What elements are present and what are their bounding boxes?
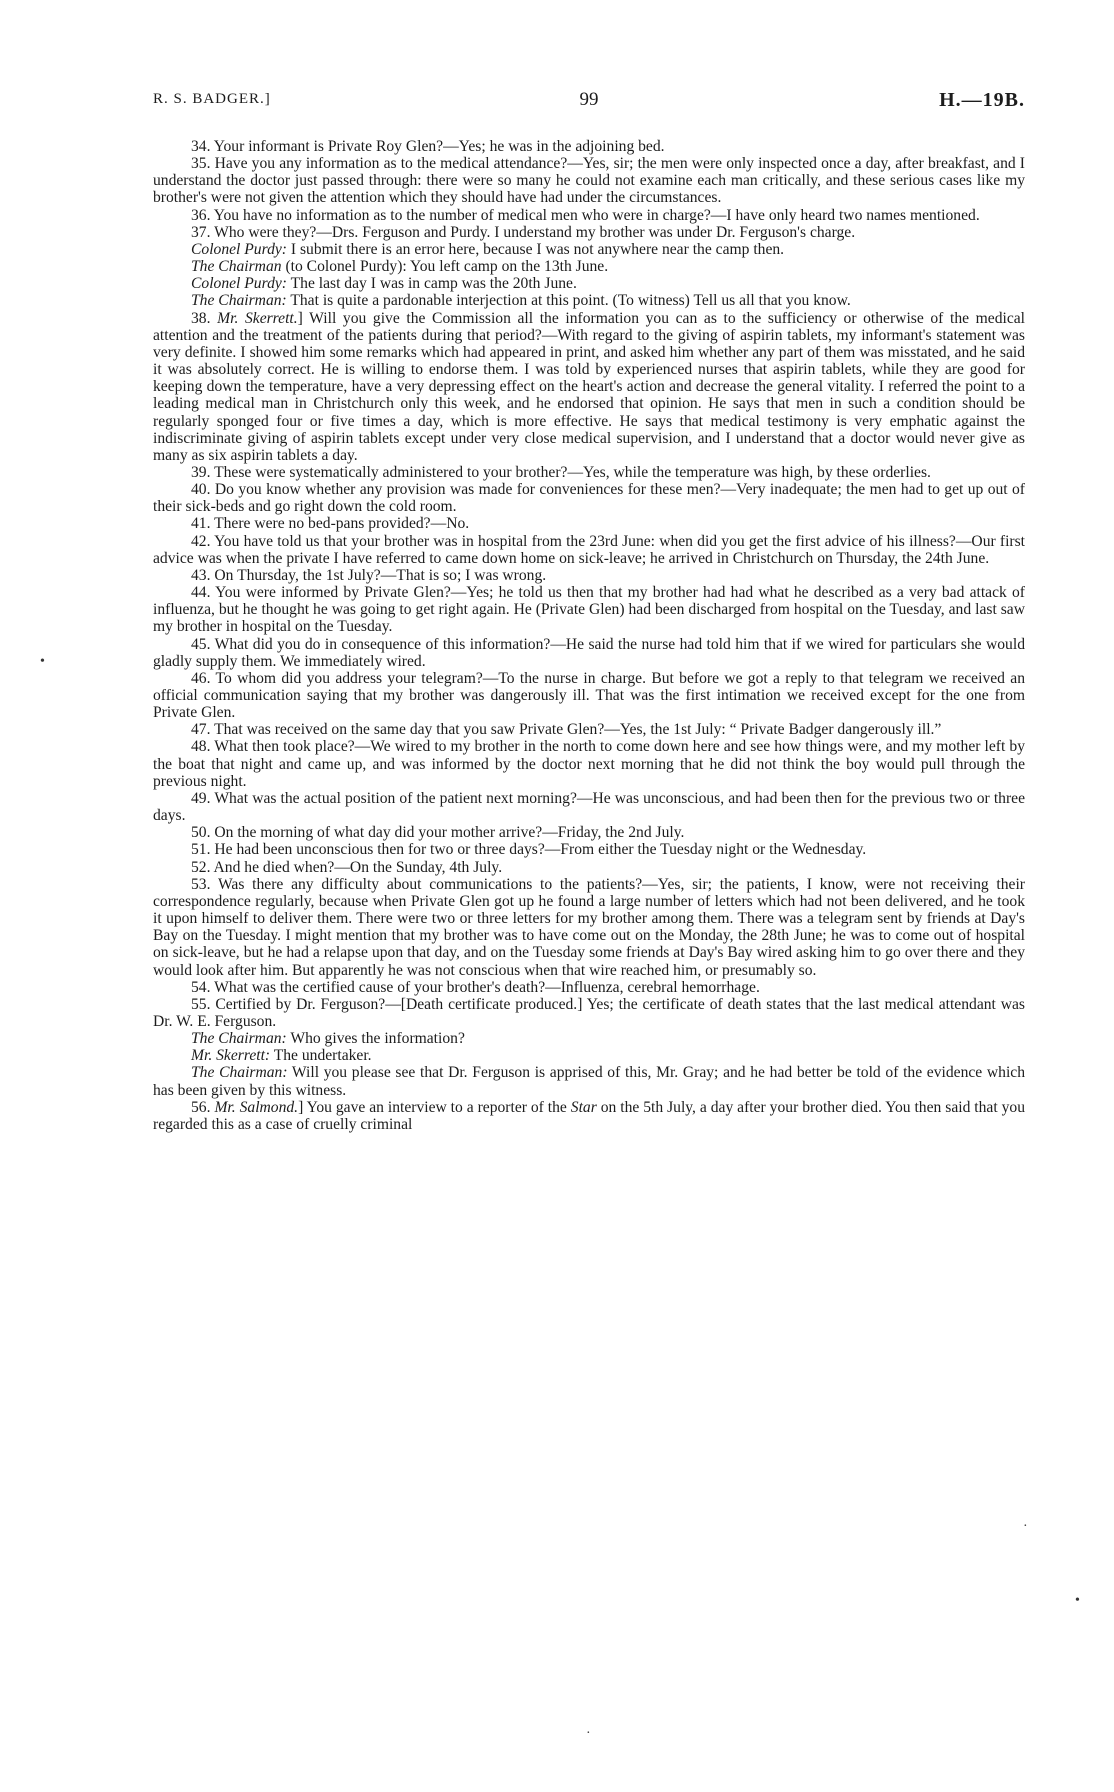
question-43: 43. On Thursday, the 1st July?—That is so; I was wrong. [191,566,547,584]
interjection-text: I submit there is an error here, because I was not anywhere near the camp then. [287,240,785,258]
page-number: 99 [579,89,599,110]
question-37: 37. Who were they?—Drs. Ferguson and Purdy. I understand my brother was under Dr. Ferguson's charge. [191,223,856,241]
question-39: 39. These were systematically administered to your brother?—Yes, while the temperature was high, by these orderlies. [191,463,931,481]
question-38: 38. Mr. Skerrett.] Will you give the Commission all the information you can as to the sufficiency or otherwise of the medical attention and the treatment of the patients during that period?—With regard to the giving of aspirin tablets, my informant's statement was very definite. I showed him some remarks which had appeared in print, and asked him whether any part of them was misstated, and he said it was absolutely correct. He is willing to endorse them. I was told by experienced nurses that aspirin tablets, while they are good for keeping down the temperature, have a very depressing effect on the heart's action and decrease the general vitality. I referred the point to a leading medical man in Christchurch only this week, and he endorsed that opinion. He says that men in such a condition should be regularly sponged four or five times a day, which is more effective. He says that medical testimony is very emphatic against the indiscriminate giving of aspirin tablets except under very close medical supervision, and I understand that a doctor would never give as many as six aspirin tablets a day. [153,309,1026,464]
interjection [153,292,1025,309]
question-40: 40. Do you know whether any provision was made for conveniences for these men?—Very inadequate; the men had to get up out of their sick-beds and go right down the cold room. [153,481,1025,516]
examiner: Mr. Salmond. [214,1098,299,1116]
question-46: 46. To whom did you address your telegram?—To the nurse in charge. But before we got a reply to that telegram we received an official communication saying that my brother was dangerously ill. That was the first intimation we received except for the one from Private Glen. [153,669,1025,722]
interjection-text: The undertaker. [270,1047,372,1065]
newspaper-title: Star [570,1098,597,1116]
paper-reference: H.—19B. [939,89,1025,111]
speaker: The Chairman: [191,1064,288,1082]
question-53: 53. Was there any difficulty about communications to the patients?—Yes, sir; the patients, I know, were not receiving their correspondence regularly, because when Private Glen got up he found a large number of letters which had not been delivered, and he took it upon himself to deliver them. There were two or three letters for my brother among them. There was a telegram sent by friends at Day's Bay on the Tuesday. I might mention that my brother was to have come out on the Monday, the 28th June; he was to come out of hospital on sick-leave, but he had a relapse upon that day, and on the Tuesday some friends at Day's Bay wired asking him to go over there and they would look after him. But apparently he was not conscious when that wire reached him, or presumably so. [153,875,1025,979]
question-56: 56. Mr. Salmond.] You gave an interview to a reporter of the Star on the 5th July, a day after your brother died. You then said that you regarded this as a case of cruelly criminal [153,1098,1026,1133]
interjection-text: Will you please see that Dr. Ferguson is apprised of this, Mr. Gray; and he had better be told of the evidence which has been given by this witness. [153,1064,1026,1099]
interjection [153,1047,1025,1064]
interjection [153,258,1025,275]
question-51: 51. He had been unconscious then for two or three days?—From either the Tuesday night or the Wednesday. [191,841,867,859]
scan-speck-mark: • [1075,1593,1080,1608]
speaker: The Chairman [191,258,282,276]
question-44: 44. You were informed by Private Glen?—Yes; he told us then that my brother had had what he described as a very bad attack of influenza, but he thought he was going to get right again. He (Private Glen) had been discharged from hospital on the Tuesday, and last saw my brother in hospital on the Tuesday. [153,584,1025,636]
question-35: 35. Have you any information as to the medical attendance?—Yes, sir; the men were only inspected once a day, after breakfast, and I understand the doctor just passed through: there were so many he could not examine each man critically, and these serious cases like my brother's were not given the attention which they should have had under the circumstances. [153,155,1025,207]
scan-speck-mark: · [1023,1519,1028,1534]
question-45: 45. What did you do in consequence of this information?—He said the nurse had told him that if we wired for particulars she would gladly supply them. We immediately wired. [153,635,1025,670]
interjection-text: That is quite a pardonable interjection at this point. (To witness) Tell us all that you know. [286,292,851,310]
question-42: 42. You have told us that your brother was in hospital from the 23rd June: when did you get the first advice of his illness?—Our first advice was when the private I have referred to came down home on sick-leave; he arrived in Christchurch on Thursday, the 24th June. [153,532,1025,567]
examiner: Mr. Skerrett. [217,309,298,327]
question-34: 34. Your informant is Private Roy Glen?—Yes; he was in the adjoining bed. [191,138,665,155]
interjection [153,241,1025,258]
question-50: 50. On the morning of what day did your mother arrive?—Friday, the 2nd July. [191,824,685,842]
scan-speck-mark: · [586,1726,591,1741]
speaker: The Chairman: [191,1030,287,1048]
question-54: 54. What was the certified cause of your brother's death?—Influenza, cerebral hemorrhage. [191,978,760,996]
scan-speck-mark: • [40,654,45,669]
witness-header: R. S. BADGER.] [153,91,271,107]
interjection-text: Who gives the information? [286,1030,465,1048]
question-48: 48. What then took place?—We wired to my brother in the north to come down here and see how things were, and my mother left by the boat that night and came up, and was informed by the doctor next morning that he did not think the boy would pull through the previous night. [153,738,1025,790]
interjection [153,1030,1025,1047]
interjection [153,1064,1025,1098]
question-36: 36. You have no information as to the number of medical men who were in charge?—I have only heard two names mentioned. [191,206,980,224]
speaker: Colonel Purdy: [191,275,287,293]
question-49: 49. What was the actual position of the patient next morning?—He was unconscious, and had been then for the previous two or three days. [153,789,1025,825]
question-55: 55. Certified by Dr. Ferguson?—[Death certificate produced.] Yes; the certificate of death states that the last medical attendant was Dr. W. E. Ferguson. [153,995,1025,1030]
interjection-text: The last day I was in camp was the 20th June. [287,275,577,293]
question-41: 41. There were no bed-pans provided?—No. [191,515,470,533]
speaker: The Chairman: [191,292,287,310]
interjection [153,275,1025,292]
page-header [153,89,1025,117]
interjection-text: (to Colonel Purdy): You left camp on the 13th June. [281,258,609,276]
question-47: 47. That was received on the same day that you saw Private Glen?—Yes, the 1st July: “ Private Badger dangerously ill.” [191,721,942,739]
speaker: Mr. Skerrett: [191,1047,271,1065]
evidence-text [153,138,1025,1133]
speaker: Colonel Purdy: [191,240,287,258]
question-52: 52. And he died when?—On the Sunday, 4th July. [191,858,503,876]
